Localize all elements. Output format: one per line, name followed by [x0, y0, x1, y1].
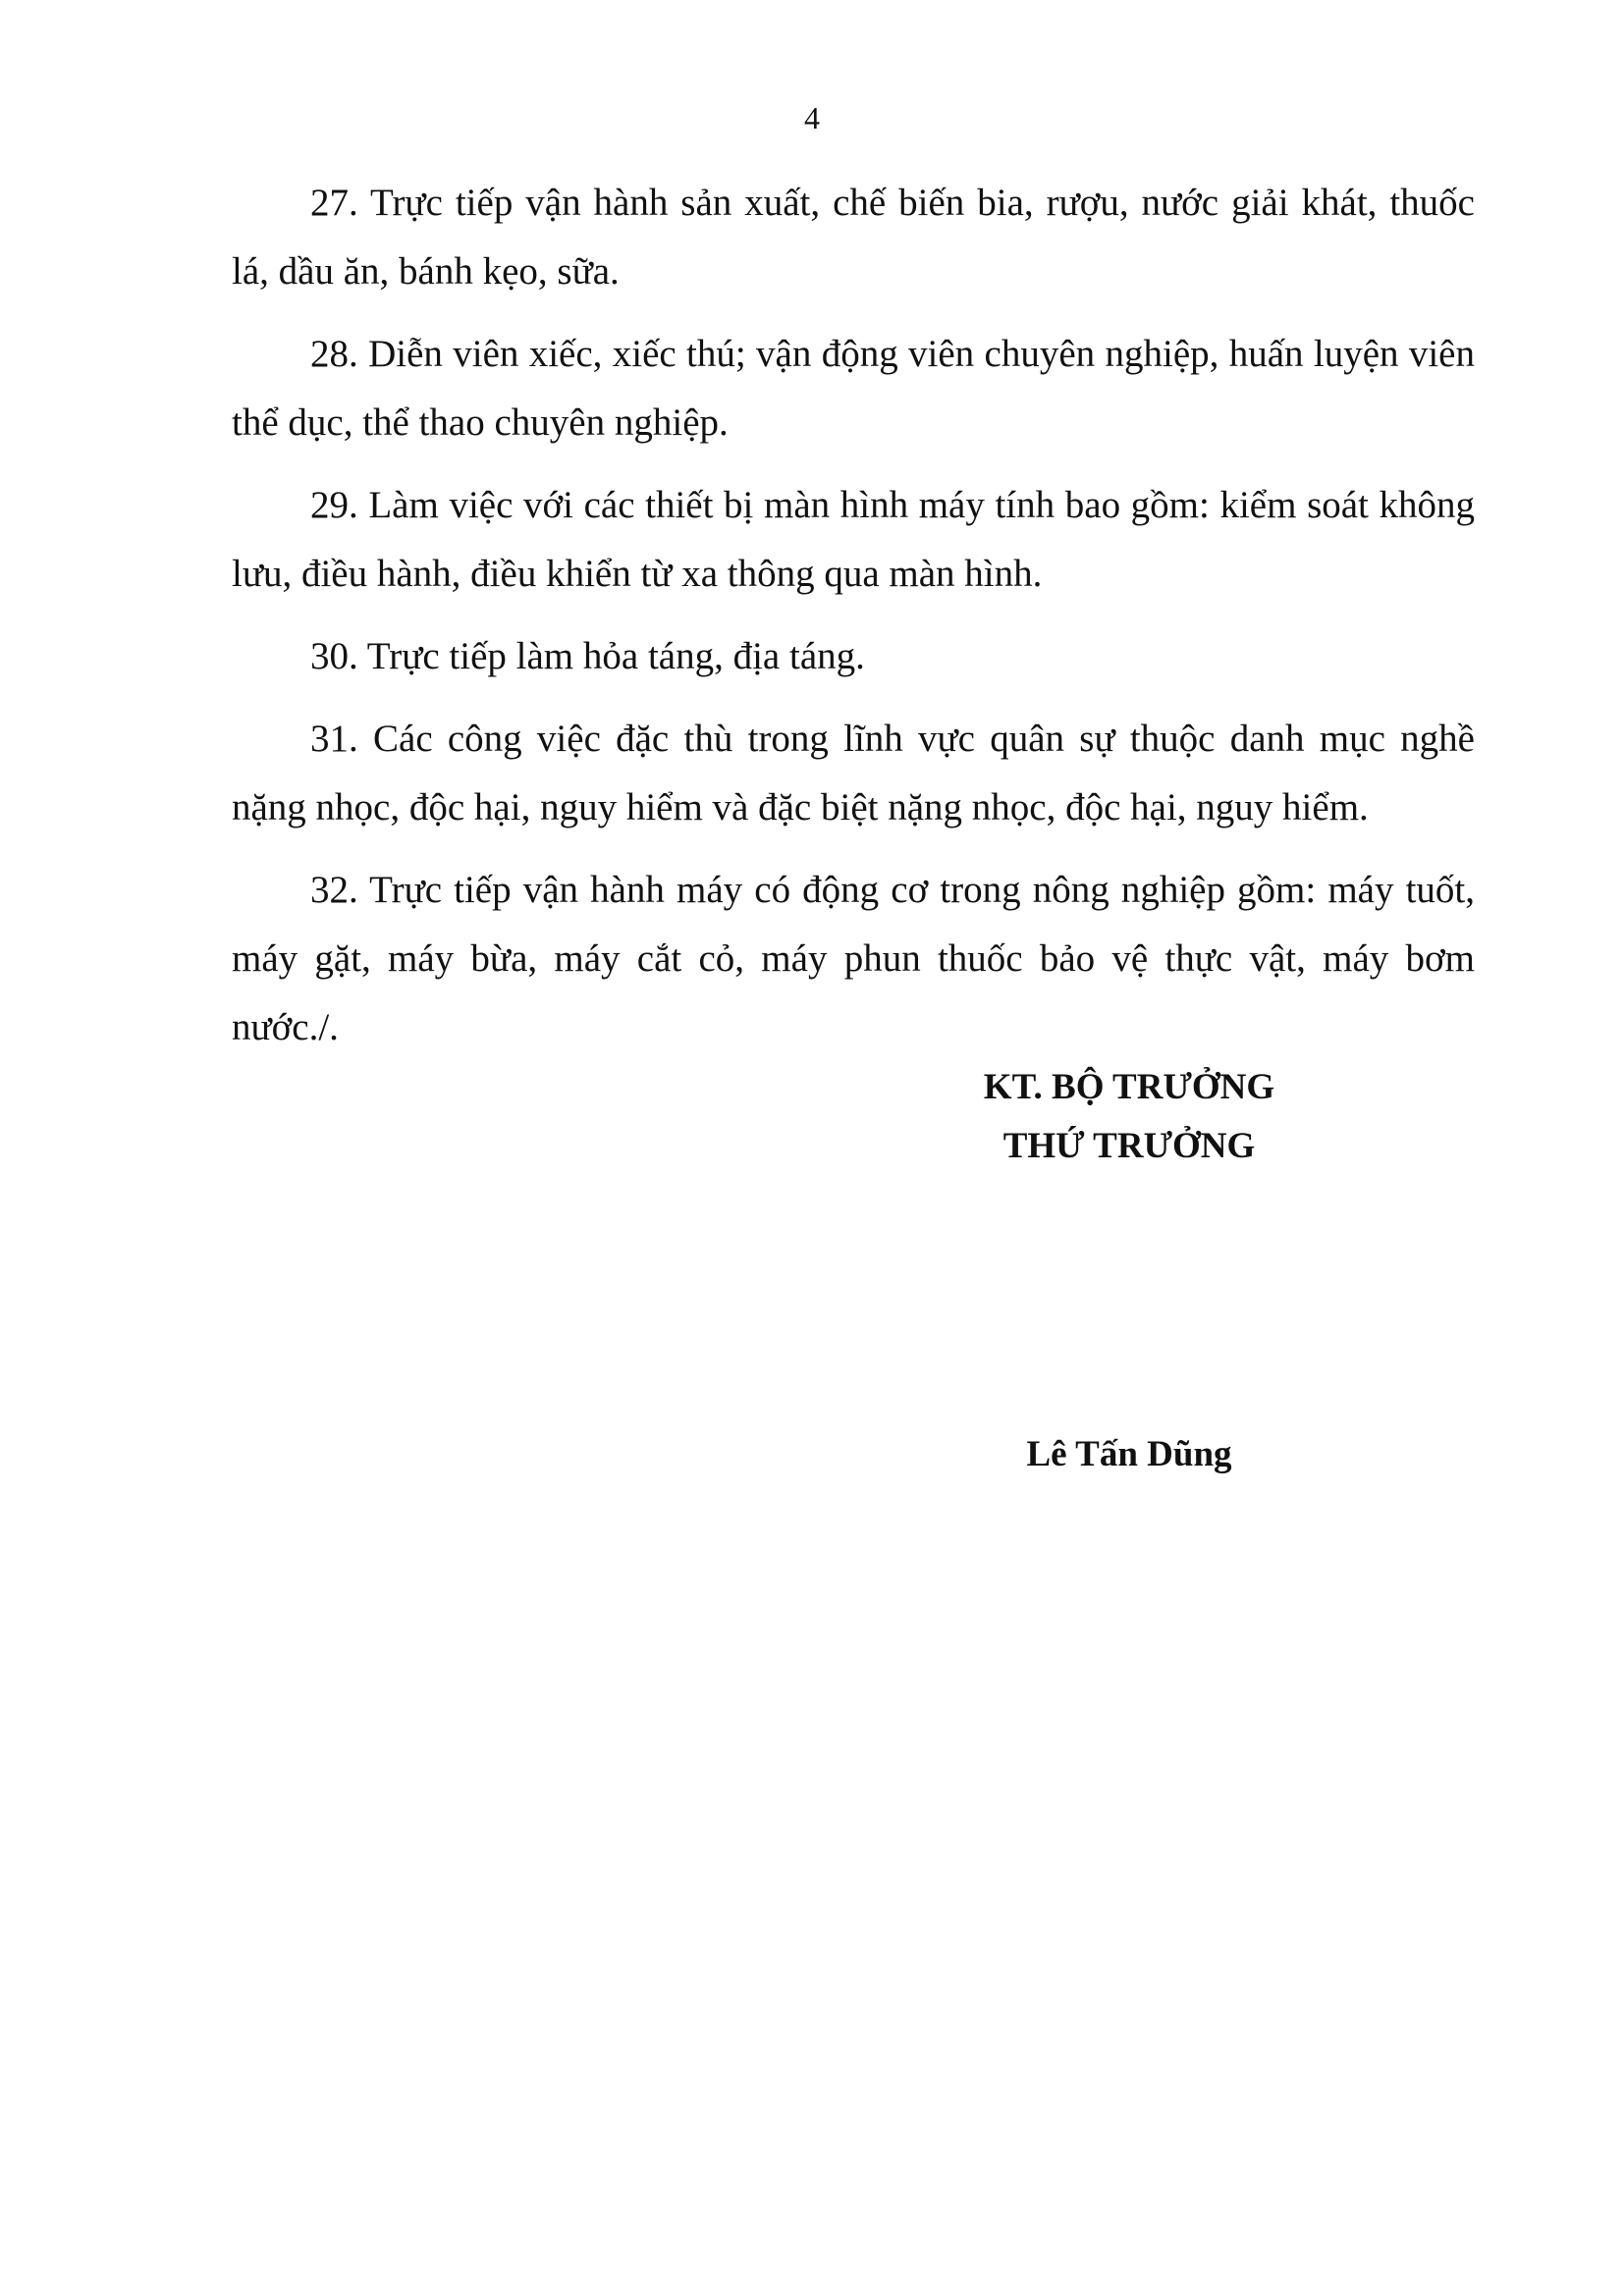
- list-item-32: 32. Trực tiếp vận hành máy có động cơ trong nông nghiệp gồm: máy tuốt, máy gặt, máy bừa, máy cắt cỏ, máy phun thuốc bảo vệ thực vật, máy bơm nước./.: [232, 869, 1475, 1048]
- list-item-31: 31. Các công việc đặc thù trong lĩnh vực quân sự thuộc danh mục nghề nặng nhọc, độc hại, nguy hiểm và đặc biệt nặng nhọc, độc hại, nguy hiểm.: [232, 718, 1475, 828]
- list-item-28: 28. Diễn viên xiếc, xiếc thú; vận động viên chuyên nghiệp, huấn luyện viên thể dục, thể thao chuyên nghiệp.: [232, 333, 1475, 444]
- signature-title-line1: KT. BỘ TRƯỞNG: [983, 1067, 1275, 1107]
- signature-block: [933, 1058, 1326, 1176]
- signer-name: Lê Tấn Dũng: [1026, 1434, 1232, 1474]
- signature-title-line2: THỨ TRƯỞNG: [1002, 1126, 1256, 1166]
- page-number: 4: [804, 100, 820, 135]
- list-item-29: 29. Làm việc với các thiết bị màn hình máy tính bao gồm: kiểm soát không lưu, điều hành, điều khiển từ xa thông qua màn hình.: [232, 484, 1475, 595]
- document-body: [232, 169, 1475, 1076]
- list-item-27: 27. Trực tiếp vận hành sản xuất, chế biến bia, rượu, nước giải khát, thuốc lá, dầu ăn, bánh kẹo, sữa.: [232, 182, 1475, 293]
- list-item-30: 30. Trực tiếp làm hỏa táng, địa táng.: [310, 635, 865, 677]
